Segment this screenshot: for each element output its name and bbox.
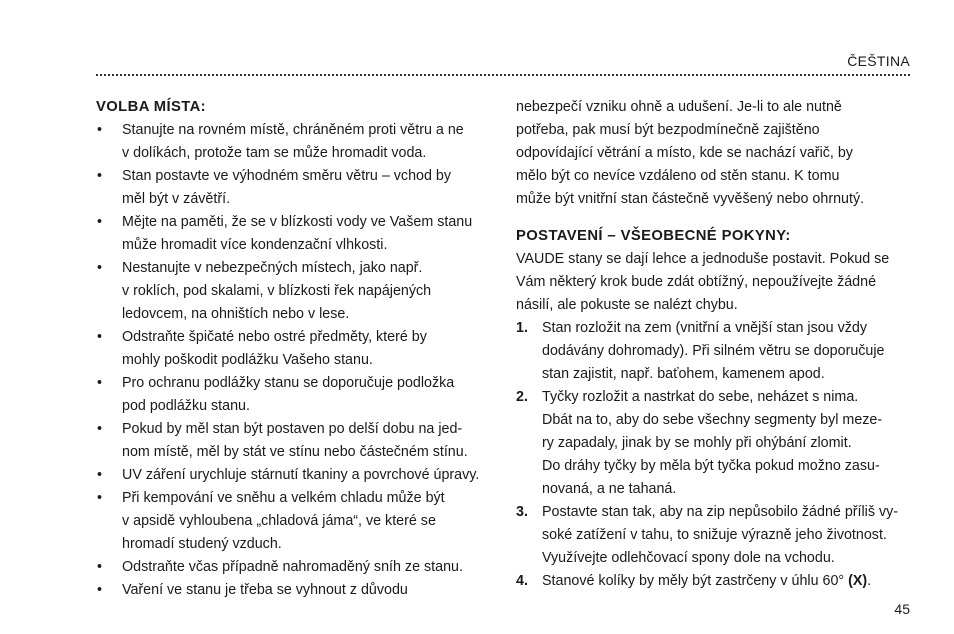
text-line: pod podlážku stanu. bbox=[122, 398, 250, 414]
figure-reference: (X) bbox=[848, 573, 868, 589]
text-line: Využívejte odlehčovací spony dole na vchodu. bbox=[542, 550, 835, 566]
text-line: Dbát na to, aby do sebe všechny segmenty byl meze- bbox=[542, 412, 883, 428]
text-line: v roklích, pod skalami, v blízkosti řek napájených bbox=[122, 283, 432, 299]
text-line: v dolíkách, protože tam se může hromadit voda. bbox=[122, 145, 427, 161]
text-line: může hromadit více kondenzační vlhkosti. bbox=[122, 237, 388, 253]
step-item bbox=[516, 501, 916, 570]
step-number: 1. bbox=[516, 320, 528, 336]
text-line: Odstraňte špičaté nebo ostré předměty, které by bbox=[122, 329, 427, 345]
site-selection-list bbox=[96, 119, 496, 602]
text-line: dodávány dohromady). Při silném větru se doporučuje bbox=[542, 343, 885, 359]
step-number: 4. bbox=[516, 573, 528, 589]
left-column bbox=[96, 96, 496, 602]
text-line: Postavte stan tak, aby na zip nepůsobilo žádné příliš vy- bbox=[542, 504, 899, 520]
text-line: Tyčky rozložit a nastrkat do sebe, neházet s nima. bbox=[542, 389, 859, 405]
text-line: mělo být co nevíce vzdáleno od stěn stanu. K tomu bbox=[516, 168, 840, 184]
list-item bbox=[96, 418, 496, 464]
text-line: Pokud by měl stan být postaven po delší dobu na jed- bbox=[122, 421, 463, 437]
list-item bbox=[96, 165, 496, 211]
continuation-paragraph bbox=[516, 96, 916, 211]
list-item bbox=[96, 579, 496, 602]
text-line: ledovcem, na ohništích nebo v lese. bbox=[122, 306, 350, 322]
language-label: ČEŠTINA bbox=[847, 53, 910, 69]
list-item bbox=[96, 119, 496, 165]
text-line: novaná, a ne tahaná. bbox=[542, 481, 677, 497]
text-line: Pro ochranu podlážky stanu se doporučuje podložka bbox=[122, 375, 455, 391]
list-item bbox=[96, 556, 496, 579]
text-line: Do dráhy tyčky by měla být tyčka pokud možno zasu- bbox=[542, 458, 880, 474]
text-line: VAUDE stany se dají lehce a jednoduše postavit. Pokud se bbox=[516, 251, 890, 267]
list-item bbox=[96, 372, 496, 418]
text-line: měl být v závětří. bbox=[122, 191, 231, 207]
text-line: Stan postavte ve výhodném směru větru – vchod by bbox=[122, 168, 452, 184]
list-item bbox=[96, 487, 496, 556]
list-item bbox=[96, 464, 496, 487]
step-item bbox=[516, 317, 916, 386]
paragraph bbox=[516, 248, 916, 317]
section-gap bbox=[516, 211, 916, 225]
intro-paragraph bbox=[516, 248, 916, 317]
section-title-site-selection: VOLBA MÍSTA: bbox=[96, 99, 207, 115]
text-line: Stanujte na rovném místě, chráněném proti větru a ne bbox=[122, 122, 464, 138]
text-line: ry zapadaly, jinak by se mohly při ohýbání zlomit. bbox=[542, 435, 852, 451]
text-line: Při kempování ve sněhu a velkém chladu může být bbox=[122, 490, 445, 506]
text-line: hromadí studený vzduch. bbox=[122, 536, 282, 552]
step-number: 3. bbox=[516, 504, 528, 520]
section-title-setup-general: POSTAVENÍ – VŠEOBECNÉ POKYNY: bbox=[516, 228, 791, 244]
list-item bbox=[96, 257, 496, 326]
text-line: Stanové kolíky by měly být zastrčeny v úhlu 60° bbox=[542, 573, 845, 589]
step-item bbox=[516, 570, 916, 593]
list-item bbox=[96, 211, 496, 257]
text-line: potřeba, pak musí být bezpodmínečně zajištěno bbox=[516, 122, 820, 138]
text-line: stan zajistit, např. baťohem, kamenem apod. bbox=[542, 366, 825, 382]
text-line: v apsidě vyhloubena „chladová jáma“, ve které se bbox=[122, 513, 436, 529]
text-line: může být vnitřní stan částečně vyvěšený nebo ohrnutý. bbox=[516, 191, 865, 207]
paragraph bbox=[516, 96, 916, 211]
text-line: nebezpečí vzniku ohně a udušení. Je-li to ale nutně bbox=[516, 99, 842, 115]
text-line: násilí, ale pokuste se nalézt chybu. bbox=[516, 297, 738, 313]
text-line: soké zatížení v tahu, to snižuje výrazně jeho životnost. bbox=[542, 527, 887, 543]
text-line: nom místě, měl by stát ve stínu nebo částečném stínu. bbox=[122, 444, 468, 460]
text-line: Nestanujte v nebezpečných místech, jako např. bbox=[122, 260, 423, 276]
text-line: Mějte na paměti, že se v blízkosti vody ve Vašem stanu bbox=[122, 214, 473, 230]
list-item bbox=[96, 326, 496, 372]
text-line: Stan rozložit na zem (vnitřní a vnější stan jsou vždy bbox=[542, 320, 867, 336]
setup-steps-list bbox=[516, 317, 916, 593]
page-number: 45 bbox=[894, 601, 910, 617]
text-line: Vaření ve stanu je třeba se vyhnout z důvodu bbox=[122, 582, 408, 598]
text-line: Vám některý krok bude zdát obtížný, nepoužívejte žádné bbox=[516, 274, 877, 290]
step-number: 2. bbox=[516, 389, 528, 405]
dotted-divider bbox=[96, 74, 910, 76]
text-line: mohly poškodit podlážku Vašeho stanu. bbox=[122, 352, 373, 368]
punctuation: . bbox=[867, 573, 872, 589]
right-column bbox=[516, 96, 916, 593]
step-item bbox=[516, 386, 916, 501]
text-line: Odstraňte včas případně nahromaděný sníh ze stanu. bbox=[122, 559, 463, 575]
text-line: odpovídající větrání a místo, kde se nachází vařič, by bbox=[516, 145, 853, 161]
text-line: UV záření urychluje stárnutí tkaniny a povrchové úpravy. bbox=[122, 467, 480, 483]
